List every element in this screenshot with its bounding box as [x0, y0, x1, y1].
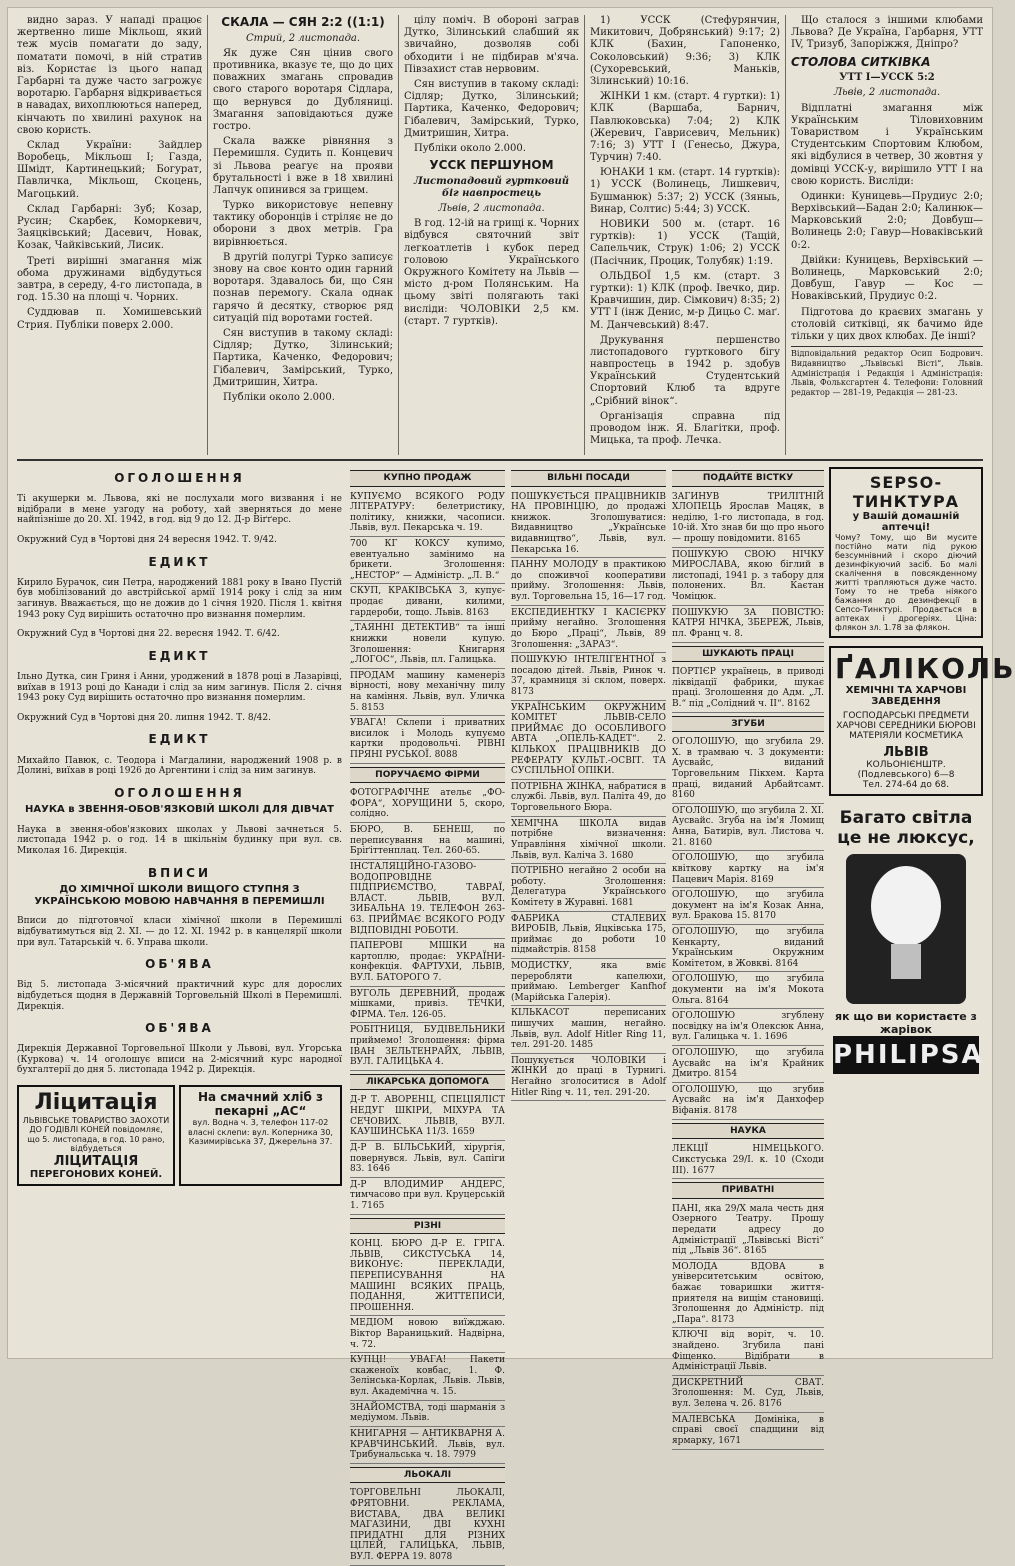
classified-ad: ЛЕКЦІЇ НІМЕЦЬКОГО. Сикстуська 29/І. к. 10 (Сходи ІІІ). 1677 [672, 1142, 824, 1179]
article-paragraph: Друкування першенство листопадового гурткового бігу навпростець в 1942 р. здобув Український Студентський Спортовий Клюб та вдруге „Срібний вінок“. [590, 334, 780, 407]
classified-ad: УКРАЇНСЬКИМ ОКРУЖНИМ КОМІТЕТ ЛЬВІВ-СЕЛО ПРИЙМАЄ ДО ОСОБЛИВОГО АВТА „ОПЕЛЬ-КАДЕТ“. 2. КІЛЬКОХ ПРАЦІВНИКІВ ДО РЕФЕРАТУ КУЛЬТ.-ОСВІТ. ТА СУСПІЛЬНОЇ ОПІКИ. [511, 701, 666, 780]
race-subhead: Листопадовий гуртковий біг навпростець [413, 175, 570, 199]
classified-ad: МОЛОДА ВДОВА в університетським освітою, бажає товаришки життя-приятеля на вищім становищі. Зголошення до Адміністр. під „Пара“. 8173 [672, 1260, 824, 1329]
notice-text: Вписи до підготовчої класи хімічної школи в Перемишлі відбуватимуться від 2. XI. — до 12. XI. 1942 р. в канцелярії школи при вул. Татарській ч. 6. Управа школи. [17, 916, 342, 948]
article-paragraph: Підготова до краєвих змагань у столовій ситківці, як бачимо йде тільки у цих двох клюбах. Де інші? [791, 306, 983, 342]
classified-ad: ЕКСПЕДИЕНТКУ І КАСІЄРКУ прийму негайно. Зголошення до Бюро „Праці“, Львів, 89 Зголошення: „ЗАРАЗ“. [511, 606, 666, 653]
article-paragraph: Сян виступив в такому складі: Сідляр; Дутко, Зілинський; Партика, Каченко, Федорович; Гібалевич, Замірський, Турко, Дмитришин, Хитра. [404, 78, 579, 139]
article-paragraph: ЮНАКИ 1 км. (старт. 14 гуртків): 1) УССК (Волинець, Лишкевич, Бушманюк) 5:37; 2) УССК (Зяныь, Винар, Солтис) 5:44; 3) УССК. [590, 167, 780, 215]
classified-ad: ОГОЛОШУЮ, що згубила квіткову картку на ім'я Пацевич Марія. 8169 [672, 851, 824, 888]
article-paragraph: 1) УССК (Стефурянчин, Микитович, Добрянський) 9:17; 2) КЛК (Бахин, Гапоненко, Соколовський) 9:36; 3) КЛК (Сухоревський, Маньків, Зілинський) 10:16. [590, 15, 780, 87]
classified-ad: ЗНАЙОМСТВА, тоді шарманія з медіумом. Львів. [350, 1401, 505, 1427]
classified-ad: ПАНІ, яка 29/Х мала честь дня Озерного Театру. Прошу передати адресу до Адміністрації „Львівські Вісті“ під „Львів 36“. 8165 [672, 1202, 824, 1260]
classified-ad: ПОШУКУЄТЬСЯ ПРАЦІВНИКІВ НА ПРОВІНЦІЮ, до продажі книжок. Зголошуватися: Видавництво „Українське видавництво“, Львів, вул. Пекарська 16. [511, 490, 666, 559]
article-paragraph: Що сталося з іншими клюбами Львова? Де Україна, Гарбарня, УТТ IV, Тризуб, Запоріжжя, Дніпро? [791, 15, 983, 51]
notice-text: Від 5. листопада 3-місячний практичний курс для дорослих відбудеться щодня в Державній Торговельній Школі в Перемишлі. Дирекція. [17, 980, 342, 1012]
classified-ad: МОДИСТКУ, яка вміє переробляти капелюхи, приймаю. Lemberger Kanfhof (Марійська Галерія). [511, 959, 666, 1006]
article-paragraph: В другій полугрі Турко записує знову на своє конто один гарний воротаря. Здавалось би, що Сян познав перемогу. Скала однак гарячо й десятку, створює ряд ситуацій під воротами гостей. [213, 251, 393, 324]
article-paragraph: Публіки около 2.000. [223, 391, 335, 403]
bottom-ads-row [17, 1085, 342, 1186]
edikt-heading: ЕДИКТ [148, 732, 211, 747]
article-paragraph: цілу поміч. В обороні заграв Дутко, Зілинський слабший як звичайно, дозволяв собі обходити і не підбирав м'яча. Півзахист став нервовим. [404, 15, 579, 75]
race-headline: УССК ПЕРШУНОМ [429, 158, 554, 173]
article-paragraph: Двійки: Куницевь, Верхівський — Волинець, Марковський 2:0; Довбуш, Гавур — Кос — Новаківський, Прудиус 0:2. [791, 254, 983, 303]
article-paragraph: Скала важке рівняння з Перемишля. Судить п. Концевич зі Львова реагує на прояви брутальності і вже в 18 хвилині Лапчук опинився за грищем. [213, 136, 393, 196]
licitation-title-2: ЛІЦИТАЦІЯ [53, 1153, 139, 1169]
notice-text: Ільно Дутка, син Гриня і Анни, уроджений в 1878 році в Лазарівці, виїхав в 1913 році до Канади і слід за ним загинув. Після 2. січня 1943 року Суд вирішить остаточно про визнання померлим. [17, 671, 342, 704]
newspaper-page [7, 7, 1015, 1563]
classified-ad: КУПУЄМО ВСЯКОГО РОДУ ЛІТЕРАТУРУ: белетристику, політику, книжки, часописи. Львів, вул. Пекарська ч. 19. [350, 490, 505, 537]
column-rule [207, 15, 208, 455]
classified-ad: ФОТОГРАФІЧНЕ ательє „ФО-ФОРА“, ХОРУЩИНИ 5, скоро, солідно. [350, 786, 505, 823]
galikol-text: ГОСПОДАРСЬКІ ПРЕДМЕТИ ХАРЧОВІ СЕРЕДНИКИ БЮРОВІ МАТЕРІЯЛИ КОСМЕТИКА [836, 711, 976, 741]
article-paragraph: Організація справна під проводом інж. Я. Благітки, проф. Мицька, та проф. Лечка. [590, 410, 780, 447]
table-tennis-subhead: УТТ I—УССК 5:2 [839, 72, 935, 84]
classified-ad: ПОТРІБНО негайно 2 особи на роботу. Зголошення: Делегатура Українського Комітету в Журавні. 1681 [511, 864, 666, 911]
classified-section-heading: ЗГУБИ [672, 716, 824, 733]
licitation-title-3: ПЕРЕГОНОВИХ КОНЕЙ. [29, 1169, 163, 1181]
notice-court: Окружний Суд в Чортові дня 20. липня 1942. Т. 8/42. [17, 712, 271, 723]
column-rule [584, 15, 585, 455]
classified-ad: РОБІТНИЦЯ, БУДІВЕЛЬНИКИ приймемо! Зголошення: фірма ІВАН ЗЕЛЬТЕНРАЙХ, ЛЬВІВ, ВУЛ. ГАЛИЦЬКА 4. [350, 1023, 505, 1070]
classified-ad: КНИГАРНЯ — АНТИКВАРНЯ А. КРАВЧИНСЬКИЙ. Львів, вул. Трибунальська ч. 18. 7979 [350, 1427, 505, 1464]
article-paragraph: видно зараз. У нападі працює жертвенно лише Мікльош, який теж мусів помагати до заду, поматати помочі, в ній стратив віз. Користає із цього напад Гарбарні та дуже часто загрожує воротарю. Гарбарня відкривається в навадах, вихоплюються наперед, кінчають по хвилині рахунок на свою користь. [17, 15, 202, 136]
article-paragraph: Суддював п. Хомишевський Стрия. Публіки поверх 2.000. [17, 307, 202, 331]
classifieds-col-a [350, 467, 505, 1563]
column-3 [404, 15, 579, 331]
imprint: Відповідальний редактор Осип Бодрович. Видавництво „Львівські Вісті“, Львів. Адміністрація і Редакція і Адміністрація: Львів, Фольксгартен 4. Телефони: Головний редактор — 281-19, Редакція — 281-23. [791, 346, 983, 398]
classified-ad: МАЛЕВСЬКА Домініка, в справі своєї спадщини від ярмарку, 1671 [672, 1413, 824, 1450]
edikt-heading: ЕДИКТ [148, 554, 211, 569]
classified-ad: Д-Р ВЛОДИМИР АНДЕРС, тимчасово при вул. Круцерській 1. 7165 [350, 1178, 505, 1215]
classified-section-heading: ВІЛЬНІ ПОСАДИ [511, 470, 666, 487]
obyava-heading: ОБ'ЯВА [145, 1021, 214, 1036]
classified-ad: УВАГА! Склепи і приватних висилок і Молодь купуємо картки продовольчі. РІВНІ ПРЯНІ РУСЬКОЇ. 8088 [350, 716, 505, 763]
notice-text: Михайло Павюк, с. Теодора і Магдалини, народжений 1908 р. в Долині, виїхав в році 1926 до Аргентини і слід за ним загинув. [17, 755, 342, 777]
article-paragraph: Публіки около 2.000. [414, 142, 526, 154]
column-5 [791, 15, 983, 401]
classifieds-col-b [511, 467, 666, 1353]
dateline: Стрий, 2 листопада. [245, 32, 361, 44]
classified-ad: КЛЮЧІ від воріт, ч. 10. знайдено. Згубила пані Фіщенко. Відібрати в Адміністрації Львів. [672, 1328, 824, 1375]
classified-section-heading: РІЗНІ [350, 1218, 505, 1235]
notice-text: Кирило Бурачок, син Петра, народжений 1881 року в Івано Пустій був мобілізований до австрійської армії 1914 року і слід за ним загинув. Вважається, що не дожив до 1 січня 1920. Після 1. квітня 1943 року Суд вирішить остаточно про визнання померлим. [17, 577, 342, 620]
classified-ad: МЕДІОМ новою виїжджаю. Віктор Вараницький. Надвірна, ч. 72. [350, 1316, 505, 1353]
classified-ad: ОГОЛОШУЮ, що згубив Аусвайс на ім'я Данхофер Віфанія. 8178 [672, 1083, 824, 1120]
classified-ad: ОГОЛОШУЮ згублену посвідку на ім'я Олексюк Анна, вул. Галицька ч. 1. 1696 [672, 1009, 824, 1046]
obyava-heading: ОБ'ЯВА [145, 957, 214, 972]
sepso-ad [829, 467, 983, 638]
light-bulb-icon [846, 854, 966, 1004]
sepso-title: SEPSO-ТИНКТУРА [852, 473, 960, 511]
notice-court: Окружний Суд в Чортові дня 24 вересня 1942. Т. 9/42. [17, 534, 277, 545]
classified-section-heading: НАУКА [672, 1123, 824, 1140]
classified-ad: ХЕМІЧНА ШКОЛА видав потрібне визначення: Управління хімічної школи. Львів, вул. Каліча 3. 1680 [511, 817, 666, 864]
classified-ad: ПОШУКУЮ ЗА ПОВІСТЮ: КАТРЯ НІЧКА, ЗБЕРЕЖ, Львів, пл. Франц ч. 8. [672, 606, 824, 643]
classified-ad: КУПЦІ! УВАГА! Пакети скаженоїх ковбас, 1. Ф. Зелінська-Корлак, Львів. Львів, вул. Академічна ч. 15. [350, 1353, 505, 1400]
enrollment-subheading: ДО ХІМІЧНОЇ ШКОЛИ ВИЩОГО СТУПНЯ З УКРАЇНСЬКОЮ МОВОЮ НАВЧАННЯ В ПЕРЕМИШЛІ [34, 883, 325, 907]
classified-ad: ПРОДАМ машину каменеріз вірності, нову механічну пилу на каміння. Львів, вул. Уличка 5. 8153 [350, 669, 505, 716]
notices-column [17, 467, 342, 1353]
column-1 [17, 15, 202, 335]
classified-ad: ТОРГОВЕЛЬНІ ЛЬОКАЛІ, ФРЯТОВНИ. РЕКЛАМА, ВИСТАВА, ДВА ВЕЛИКІ МАГАЗИНИ, ДВІ КУХНІ ПРИДАТНІ ДЛЯ РІЗНИХ ЦІЛЕЙ, ГАЛИЦЬКА, ЛЬВІВ, ВУЛ. ФЕРРА 19. 8078 [350, 1486, 505, 1565]
galikol-ad [829, 646, 1015, 796]
classified-ad: ВУГОЛЬ ДЕРЕВНИЙ, продаж мішками, привіз. ТЕЧКИ, ФІРМА. Тел. 126-05. [350, 987, 505, 1024]
table-tennis-headline: СТОЛОВА СИТКІВКА [791, 54, 931, 69]
article-paragraph: ОЛЬДБОЇ 1,5 км. (старт. 3 гуртки): 1) КЛК (проф. Івечко, дир. Кравчишин, дир. Сімкович) 8:35; 2) УТТ I (інж Денис, м-р Дицьо С. маґ. М. Данчевський) 8:47. [590, 270, 780, 331]
classified-section-heading: КУПНО ПРОДАЖ [350, 470, 505, 487]
galikol-title: ҐАЛІКОЛЬ [835, 652, 1015, 685]
dateline: Львів, 2 листопада. [833, 87, 941, 99]
column-rule [398, 15, 399, 455]
notice-text: Наука в звення-обов'язкових школах у Львові зачнеться 5. листопада 1942 р. о год. 14 в шкільнім будинку при вул. св. Миколая 16. Дирекція. [17, 824, 342, 856]
classified-ad: ДИСКРЕТНИЙ СВАТ. Зголошення: М. Суд, Львів, вул. Зелена ч. 26. 8176 [672, 1376, 824, 1413]
classified-ad: ПОТРІБНА ЖІНКА, набратися в службі. Львів, вул. Паліта 49, до Торговельного Бюра. [511, 780, 666, 817]
edikt-heading: ЕДИКТ [148, 648, 211, 663]
classified-section-heading: ШУКАЮТЬ ПРАЦІ [672, 646, 824, 663]
column-4 [590, 15, 780, 450]
philips-ad [829, 804, 983, 1078]
column-rule [785, 15, 786, 455]
notices-heading: ОГОЛОШЕННЯ [114, 471, 245, 485]
classified-ad: ІНСТАЛЯЦІЙНО-ГАЗОВО-ВОДОПРОВІДНЕ ПІДПРИЄМСТВО, ТАВРАЇ, ВЛАСТ. ЛЬВІВ, ВУЛ. ЗИБАЛЬНА 19. ТЕЛЕФОН 263-63. ПРИЙМАЄ ВСЯКОГО РОДУ ВІДПОВІДНІ РОБОТИ. [350, 860, 505, 939]
classified-ad: „ТАЯННІ ДЕТЕКТИВ“ та інші книжки новели купую. Зголошення: Книгарня „ЛОГОС“, Львів, пл. Галицька. [350, 621, 505, 668]
classified-ad: ФАБРИКА СТАЛЕВИХ ВИРОБІВ, Львів, Яцківська 175, приймає до роботи 10 підмайстрів. 8158 [511, 912, 666, 959]
classified-section-heading: ПРИВАТНІ [672, 1182, 824, 1199]
classified-ad: ПОРТІЄР українець, в приводі ліквідації фабрики, шукає праці. Зголошення до Адм. „Л. В.“ під „Солідний ч. II“. 8162 [672, 665, 824, 712]
classified-section-heading: ПОРУЧАЄМО ФІРМИ [350, 767, 505, 784]
classifieds-section [17, 467, 1015, 1563]
notice-text: Дирекція Державної Торговельної Школи у Львові, вул. Угорська (Куркова) ч. 14 оголошує вписи на 2-місячний курс народної бухгалтерії до дня 5. листопада 1942 р. Дирекція. [17, 1044, 342, 1076]
classified-ad: Д-Р В. БІЛЬСЬКИЙ, хірургія, повернувся. Львів, вул. Сапіги 83. 1646 [350, 1141, 505, 1178]
classified-ad: ОГОЛОШУЮ, що згубила документ на ім'я Козак Анна, вул. Бракова 15. 8170 [672, 888, 824, 925]
article-body [404, 15, 579, 155]
classified-ad: БЮРО, В. БЕНЕШ, по переписування на машині, Бріґіттенплац. Тел. 260-65. [350, 823, 505, 860]
classified-ad: ОГОЛОШУЮ, що згубила 29. Х. в трамваю ч. 3 документи: Аусвайс, виданий Торговельним Пікхем. Карта праці, виданий Арбайтсамт. 8160 [672, 735, 824, 804]
classified-section-heading: ЛЬОКАЛІ [350, 1467, 505, 1484]
classified-ad: СКУП, КРАКІВСЬКА 3, купує-продає дивани, килими, гардероби, тощо. Львів. 8163 [350, 584, 505, 621]
licitation-title: Лiцитація [34, 1090, 158, 1116]
classified-ad: Пошукується ЧОЛОВІКИ і ЖІНКИ до праці в Турнигі. Негайно зголоситися в Adolf Hitler Ring ч. 11, тел. 291-20. [511, 1054, 666, 1101]
galikol-subtitle: ХЕМІЧНІ ТА ХАРЧОВІ ЗАВЕДЕННЯ [845, 685, 967, 707]
classified-ad: ПОШУКУЮ ІНТЕЛІГЕНТНОЇ з посадою дітей. Львів, Ринок ч. 37, крамниця зі склом, поверх. 8173 [511, 653, 666, 700]
classified-ad: ПОШУКУЮ СВОЮ НІЧКУ МИРОСЛАВА, якою біглий в листопаді, 1941 р. з табору для полонених. Вл. Каєтан Чоміцюк. [672, 548, 824, 606]
announcement-heading: ОГОЛОШЕННЯ [114, 785, 245, 800]
licitation-text: ЛЬВІВСЬКЕ ТОВАРИСТВО ЗАОХОТИ ДО ГОДІВЛІ КОНЕЙ повідомляє, що 5. листопада, в год. 10 рано, відбудеться [22, 1116, 170, 1154]
article-paragraph: Склад Гарбарні: Зуб; Козар, Русин; Скарбек, Коморкевич, Заяцківський; Дасевич, Новак, Козак, Чайківський, Лисик. [17, 203, 202, 252]
classified-ad: ПАПЕРОВІ МІШКИ на картоплю, продає: УКРАЇНИ-конфекція. ФАРТУХИ, ЛЬВІВ, ВУЛ. БАТОРОГО 7. [350, 939, 505, 986]
top-section [17, 15, 983, 455]
enrollment-heading: ВПИСИ [147, 865, 212, 880]
article-body [791, 103, 983, 344]
section-divider [17, 459, 983, 461]
dateline: Львів, 2 листопада. [438, 203, 545, 215]
display-ads-column [829, 467, 1015, 1353]
bakery-text: вул. Водна ч. 3, телефон 117-02 власні склепи: вул. Коперника 30, Казимирівська 37, Джерельна 37. [188, 1118, 333, 1147]
classified-ad: КОНЦ. БЮРО Д-Р Е. ГРІГА. ЛЬВІВ, СИКСТУСЬКА 14, ВИКОНУЄ: ПЕРЕКЛАДИ, ПЕРЕПИСУВАННЯ НА МАШИНІ ВСЯКИХ ПРАЦЬ, ПОДАННЯ, ЖИТТЕПИСИ, ПРОШЕННЯ. [350, 1237, 505, 1316]
bakery-title: На смачний хліб з пекарні „АС“ [197, 1090, 324, 1119]
philips-tagline: як що ви користаєте з жарівок [835, 1010, 977, 1036]
article-paragraph: Як дуже Сян цінив свого противника, вказує те, що до цих поважних змагань спровадив свого старого воротаря Сідлара, що вернувся до Дубляниці. Змагання заповідаються дуже гостро. [213, 47, 393, 132]
classified-ad: ОГОЛОШУЮ, що згубила Кенкарту, виданий Українським Окружним Комітетом, в Жовкві. 8164 [672, 925, 824, 972]
notice-court: Окружний Суд в Чортові дня 22. вересня 1942. Т. 6/42. [17, 629, 280, 640]
article-paragraph: Одинки: Куницевь—Прудиус 2:0; Верхівський—Бадан 2:0; Калинюк—Марковський 2:0; Довбуш—Волинець 2:0; Гавур—Новаківський 0:2. [791, 190, 983, 251]
classifieds-col-c [672, 467, 824, 1446]
column-2 [213, 15, 393, 407]
classified-ad: ЗАГИНУВ ТРИЛІТНІЙ ХЛОПЕЦЬ Ярослав Мацяк, в неділю, 1-го листопада, в год. 10-ій. Хто знав би що про нього — прошу повідомити. 8165 [672, 490, 824, 548]
classified-ad: Д-Р Т. АВОРЕНЦ, СПЕЦІЯЛІСТ НЕДУГ ШКІРИ, МІХУРА ТА СЕЧОВИХ. ЛЬВІВ, ВУЛ. КАУШИНСЬКА 11/3. 1659 [350, 1093, 505, 1140]
sepso-subtitle: у Вашій домашній аптечці! [852, 511, 960, 533]
classified-ad: ОГОЛОШУЮ, що згубила документи на ім'я Мокота Ольга. 8164 [672, 972, 824, 1009]
article-paragraph: В год. 12-ій на грищі к. Чорних відбувся святочний звіт легкоатлетів і кубок перед головою Українського Окружного Комітету на Львів — місто д-ром Полянським. На цьому звіті полягають такі висліди: ЧОЛОВІКИ 2,5 км. (старт. 7 гуртків). [404, 218, 579, 327]
licitation-ad [17, 1085, 175, 1186]
philips-headline: Багато світла це не люксус, [837, 808, 975, 848]
classified-ad: ОГОЛОШУЮ, що згубила 2. ХІ. Аусвайс. Згуба на ім'я Ломищ Анна, Батирів, вул. Листова ч. 21. 8160 [672, 804, 824, 851]
classified-ad: КІЛЬКАСОТ переписаних пишучих машин, негайно. Львів, вул. Adolf Hitler Ring 11, тел. 291-20. 1485 [511, 1006, 666, 1053]
sepso-text: Чому? Тому, що Ви мусите постійно мати під рукою безсумнівний і скоро діючий дезинфікуючий засіб. Бо малі скалічення в повсякденному житті трапляються дуже часто. Тому то не треба ніякого бажання до дезинфекції в Сепсо-Тинктурі. Продається в аптеках і дрогеріях. Ціна: флякон зл. 1.78 за флякон. [835, 533, 977, 632]
announcement-subheading: НАУКА в ЗВЕННЯ-ОБОВ'ЯЗКОВІЙ ШКОЛІ ДЛЯ ДІВЧАТ [25, 803, 334, 815]
galikol-city: ЛЬВІВ [883, 745, 929, 760]
philips-brand: PHILIPSA [833, 1036, 979, 1074]
article-paragraph: Склад України: Зайдлер Воробець, Мікльош I; Газда, Шмідт, Картинецький; Богурат, Павличка, Мікльош, Скоцень, Магоцький. [17, 139, 202, 200]
article-paragraph: ЖІНКИ 1 км. (старт. 4 гуртки): 1) КЛК (Варшаба, Барнич, Павлюковська) 7:04; 2) КЛК (Жеревич, Гаврисевич, Мельник) 7:16; 3) УТТ I (Генесьо, Джура, Турчин) 7:40. [590, 91, 780, 164]
article-paragraph: Відплатні змагання між Українським Тіловиховним Товариством і Українським Студентським Спортовим Клюбом, які відбулися в четвер, 30 жовтня у домівці УССК-у, вирішило УТТ I на свою користь. Висліди: [791, 102, 983, 187]
classified-section-heading: ПОДАЙТЕ ВІСТКУ [672, 470, 824, 487]
classified-section-heading: ЛІКАРСЬКА ДОПОМОГА [350, 1074, 505, 1091]
galikol-phone: Тел. 274-64 до 68. [862, 780, 950, 790]
classified-ad: ПАННУ МОЛОДУ в практикою до споживчої кооперативи прийму. Зголошення: Львів, вул. Торговельна 15, 16—17 год. [511, 558, 666, 605]
classified-ad: ОГОЛОШУЮ, що згубила Аусвайс на ім'я Крайник Дмитро. 8154 [672, 1046, 824, 1083]
article-paragraph: НОВИКИ 500 м. (старт. 16 гуртків): 1) УССК (Тащій, Сапельчик, Струк) 1:06; 2) УССК (Пасічник, Процик, Толубяк) 1:19. [590, 219, 780, 267]
match-headline: СКАЛА — СЯН 2:2 ((1:1) [221, 15, 385, 29]
article-paragraph: Сян виступив в такому складі: Сідляр; Дутко, Зілинський; Партика, Каченко, Федорович; Гібалевич, Замірський, Турко, Дмитришин, Хитра. [213, 327, 393, 388]
article-body [213, 48, 393, 404]
notice-text: Ті акушерки м. Львова, які не послухали мого визвання і не відібрали в мене узгоду на роботу, хай зверняться до мене найпізніше до 20. XI. 1942, в год. від 9 до 12. Д-р Віґґерс. [17, 494, 342, 526]
bakery-ad [179, 1085, 342, 1186]
galikol-address: КОЛЬОНІЄНШТР. (Подлевського) 6—8 [857, 760, 955, 780]
article-paragraph: Турко використовує непевну тактику оборонців і стріляє не до оборони з двох метрів. Гра вирівнюється. [213, 200, 393, 248]
article-body [791, 15, 983, 52]
classified-ad: 700 КГ КОКСУ купимо, евентуально замінимо на брикети. Зголошення: „НЕСТОР“ — Адміністр. „Л. В.“ [350, 537, 505, 584]
article-paragraph: Треті вирішні змагання між обома дружинами відбудуться завтра, в середу, 4-го листопада, в год. 15.30 на площі ч. Чорних. [17, 255, 202, 304]
